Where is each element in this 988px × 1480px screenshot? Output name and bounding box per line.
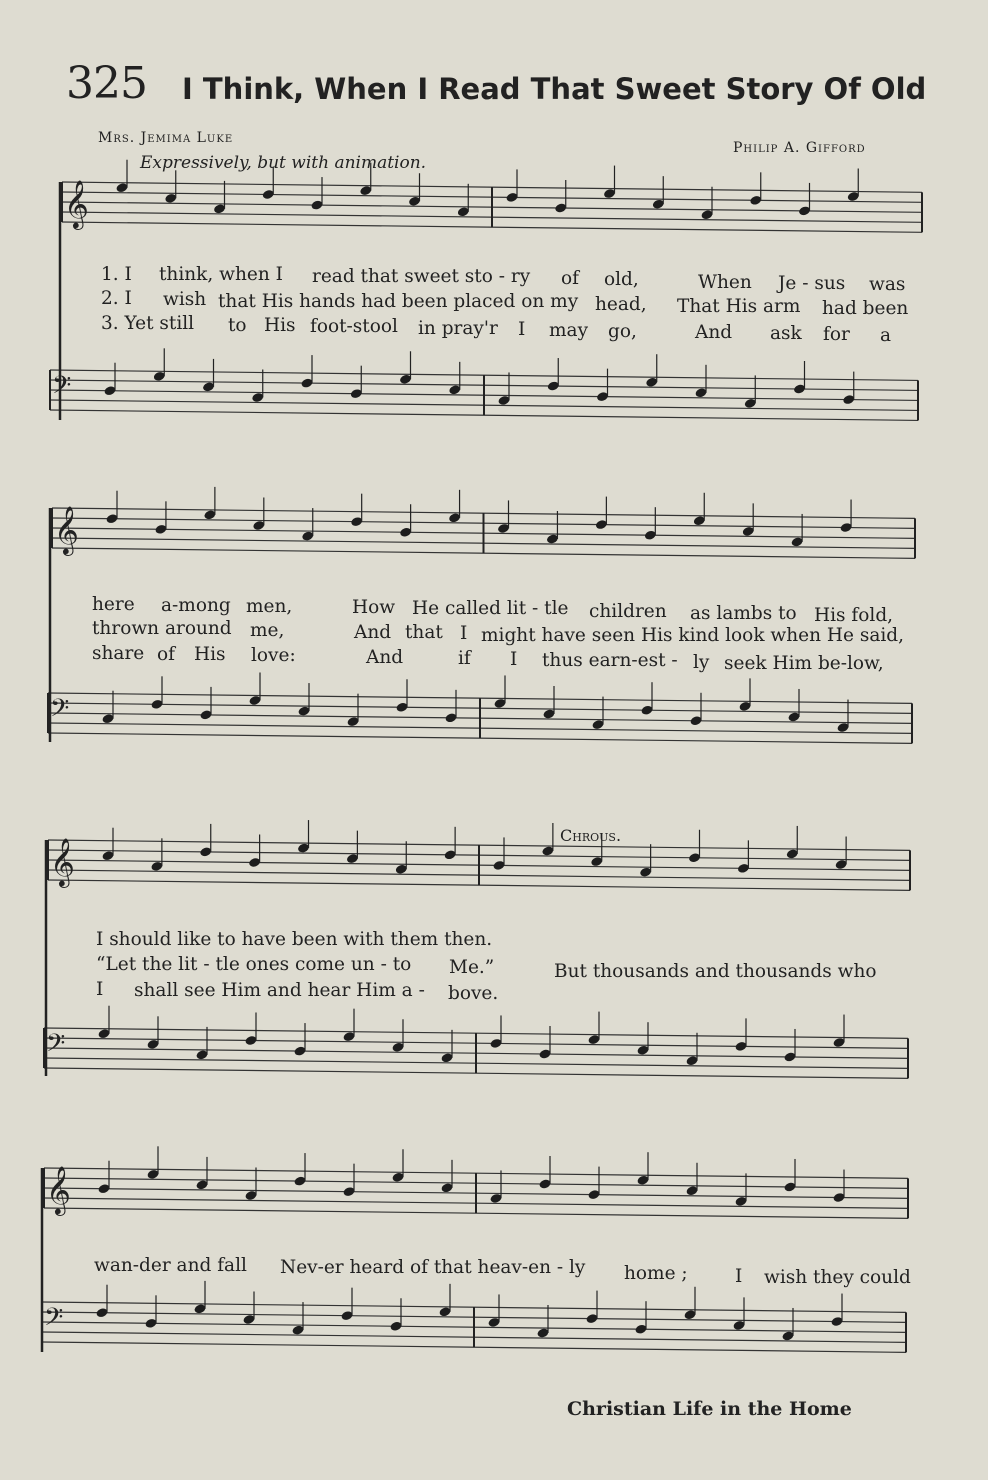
lyric: I <box>735 1266 743 1287</box>
lyric: Nev-er heard of that heav-en - ly <box>280 1257 586 1278</box>
lyric: a-mong <box>161 595 231 616</box>
lyric: thrown around <box>92 618 232 639</box>
hymn-number: 325 <box>66 58 147 109</box>
lyric: had been <box>822 298 909 319</box>
lyric: bove. <box>448 983 499 1004</box>
lyric: Me.” <box>449 957 495 978</box>
lyric: think, when I <box>159 264 283 285</box>
lyric: wish <box>163 289 207 310</box>
lyric: head, <box>595 294 647 315</box>
lyric: ask <box>770 323 802 344</box>
lyric: for <box>823 324 850 345</box>
bass-clef-icon: 𝄢 <box>46 1029 66 1064</box>
lyric: seek Him be-low, <box>724 653 884 674</box>
lyric: home ; <box>624 1263 688 1284</box>
lyric: share <box>92 643 145 664</box>
lyric: ly <box>693 652 710 673</box>
lyric: 2. I <box>101 288 132 309</box>
lyric: His <box>194 644 226 665</box>
lyric: that <box>405 622 443 643</box>
lyric: I should like to have been with them then. <box>96 929 493 950</box>
page-footer: Christian Life in the Home <box>567 1398 852 1420</box>
treble-clef-icon: 𝄞 <box>50 837 75 886</box>
lyric: might have seen His kind look when He said, <box>481 625 905 646</box>
lyric: He called lit - tle <box>412 598 569 619</box>
lyric: to <box>228 315 247 336</box>
lyric: I <box>96 979 104 1000</box>
lyric: 1. I <box>101 264 132 285</box>
lyric: here <box>92 594 135 615</box>
lyric: How <box>352 597 396 618</box>
lyric: a <box>880 325 892 346</box>
treble-clef-icon: 𝄞 <box>54 505 79 554</box>
lyric: I <box>460 623 468 644</box>
treble-clef-icon: 𝄞 <box>64 179 89 228</box>
lyric: wan-der and fall <box>94 1255 247 1276</box>
lyric: was <box>869 274 906 295</box>
lyric: wish they could <box>764 1267 911 1288</box>
lyric: That His arm <box>677 296 801 317</box>
composer-credit: Philip A. Gifford <box>733 140 866 156</box>
lyric: go, <box>608 321 637 342</box>
lyric: of <box>561 268 579 289</box>
lyric: may <box>549 320 589 341</box>
tempo-marking: Expressively, but with animation. <box>140 153 427 173</box>
lyric: I <box>510 649 518 670</box>
lyric: that His hands had been placed on my <box>218 291 579 312</box>
bass-clef-icon: 𝄢 <box>50 694 70 729</box>
lyric: thus earn-est - <box>542 650 678 671</box>
chorus-label: Chrous. <box>560 826 622 845</box>
lyric: His fold, <box>814 605 894 626</box>
lyric: But thousands and thousands who <box>554 961 877 982</box>
lyric: And <box>366 647 404 668</box>
bass-clef-icon: 𝄢 <box>44 1303 64 1338</box>
lyric: if <box>458 648 471 669</box>
lyric: me, <box>250 620 285 641</box>
lyric: of <box>157 644 175 665</box>
lyric: And <box>354 622 392 643</box>
lyric: men, <box>246 596 293 617</box>
lyric: And <box>695 322 733 343</box>
lyric: in pray'r <box>418 318 498 339</box>
lyric: His <box>264 315 296 336</box>
lyric: love: <box>251 645 296 666</box>
lyric: read that sweet sto - ry <box>312 266 531 287</box>
lyric: When <box>698 272 752 293</box>
hymn-title: I Think, When I Read That Sweet Story Of Old <box>182 72 927 106</box>
lyric: “Let the lit - tle ones come un - to <box>96 954 412 975</box>
bass-clef-icon: 𝄢 <box>52 371 72 406</box>
lyric: foot-stool <box>310 316 398 337</box>
lyric: Je - sus <box>778 273 846 294</box>
lyric: 3. Yet still <box>101 313 195 334</box>
author-credit: Mrs. Jemima Luke <box>98 130 234 146</box>
lyric: shall see Him and hear Him a - <box>134 980 425 1001</box>
lyric: as lambs to <box>690 603 797 624</box>
lyric: old, <box>604 269 639 290</box>
treble-clef-icon: 𝄞 <box>46 1165 71 1214</box>
lyric: I <box>518 319 526 340</box>
lyric: children <box>589 601 667 622</box>
